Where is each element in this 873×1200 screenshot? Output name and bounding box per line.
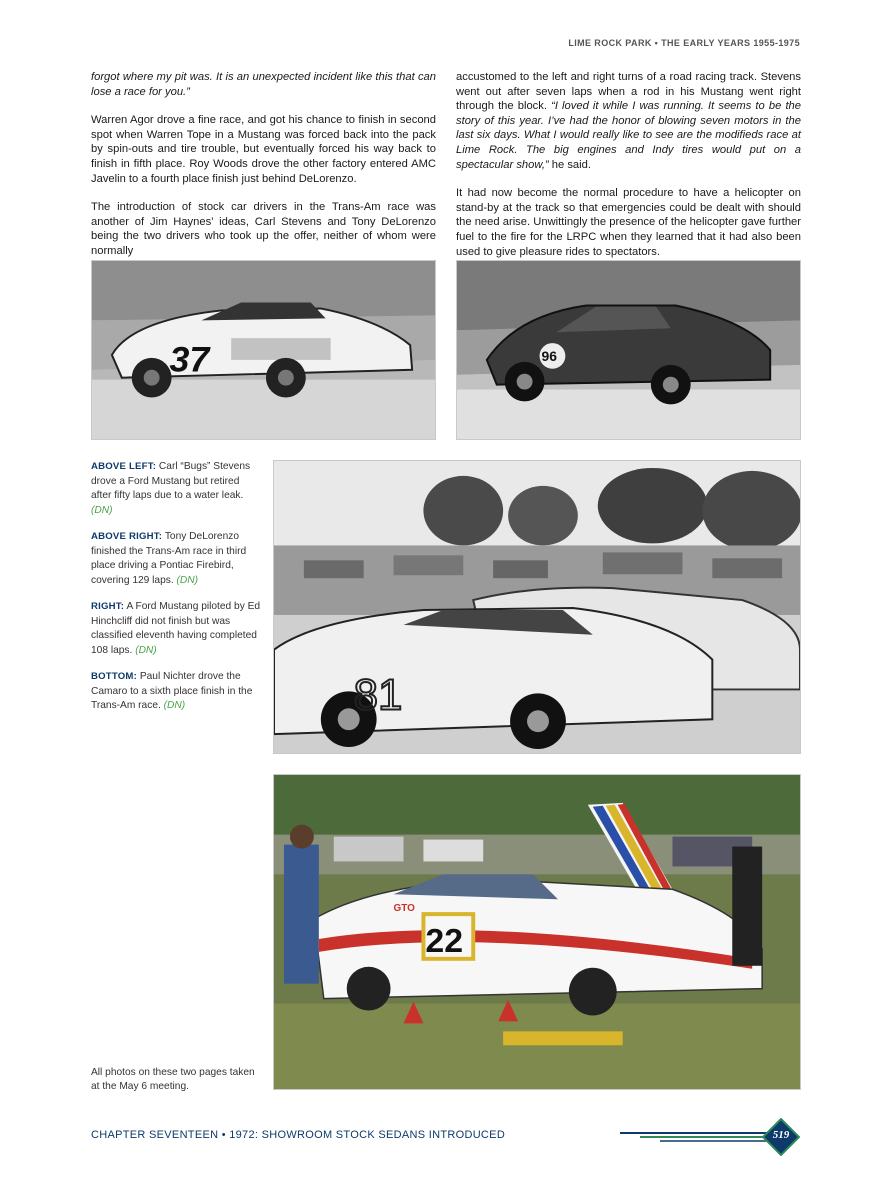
paragraph-text: he said. [548,158,591,171]
chapter-footer: CHAPTER SEVENTEEN • 1972: SHOWROOM STOCK SEDANS INTRODUCED [91,1129,506,1141]
photo-credit: (DN) [135,644,157,656]
paragraph: Warren Agor drove a fine race, and got his chance to finish in second spot when Warren Tope in a Mustang was forced back into the pack by spin-outs and tire trouble, but eventually forced his way back to finish in fifth place. Roy Woods drove the other factory entered AMC Javelin to a fourth place finish just behind DeLorenzo. [91,114,436,185]
car-number: 96 [541,347,557,364]
photo-note: All photos on these two pages taken at the May 6 meeting. [91,1067,255,1092]
caption-label: ABOVE RIGHT: [91,531,163,542]
car-number: 81 [353,670,403,720]
quote: “I loved it while I was running. It seems to be the story of this year. I’ve had the honor of blowing seven motors in the last six days. What I would really like to see are the modifieds race at Lime Rock. The big engines and Indy tires would put on a spectacular show,” [456,100,801,171]
left-text-column [91,70,436,273]
caption-label: ABOVE LEFT: [91,461,157,472]
paragraph: forgot where my pit was. It is an unexpected incident like this that can lose a race for you.” [91,71,436,98]
photo-corvette-22 [273,774,801,1090]
photo-mustang-81 [273,460,801,754]
caption-label: BOTTOM: [91,671,137,682]
paragraph: The introduction of stock car drivers in the Trans-Am race was another of Jim Haynes’ ideas, Carl Stevens and Tony DeLorenzo being the two drivers who took up the offer, neither of whom were normally [91,201,436,257]
photo-mustang-37 [91,260,436,440]
car-lettering: GTO [393,903,415,915]
page-number: 519 [772,1129,790,1141]
photo-firebird-96 [456,260,801,440]
paragraph [456,70,801,172]
paragraph: It had now become the normal procedure to have a helicopter on stand-by at the track so that emergencies could be dealt with should the need arise. Unwittingly the presence of the helicopter gave further fuel to the fire for the LRPC when they learned that it had also been used to give pleasure rides to spectators. [456,187,801,258]
caption-text: Tony DeLorenzo finished the Trans-Am race in third place driving a Pontiac Firebird, covering 129 laps. [91,531,247,586]
caption [91,530,261,588]
photo-captions [91,460,261,726]
photo-credit: (DN) [91,504,113,516]
photo-credit: (DN) [163,700,186,711]
running-header: LIME ROCK PARK • THE EARLY YEARS 1955-1975 [568,38,800,48]
caption-text: A Ford Mustang piloted by Ed Hinchcliff did not finish but was classified eleventh having completed 108 laps. [91,601,261,656]
caption [91,670,261,714]
caption [91,600,261,658]
right-text-column [456,70,801,273]
paragraph-text: accustomed to the left and right turns of a road racing track. Stevens went out after seven laps when a rod in his Mustang went right through the block. [456,71,801,113]
caption-text: Paul Nichter drove the Camaro to a sixth place finish in the Trans-Am race. [91,671,253,711]
car-number: 37 [169,339,210,380]
photo-credit: (DN) [176,574,199,586]
footer-rule-lines [620,1128,780,1144]
caption [91,460,261,518]
car-number: 22 [425,921,464,960]
caption-text: Carl “Bugs” Stevens drove a Ford Mustang but retired after fifty laps due to a water leak. [91,461,251,501]
caption-label: RIGHT: [91,601,125,612]
